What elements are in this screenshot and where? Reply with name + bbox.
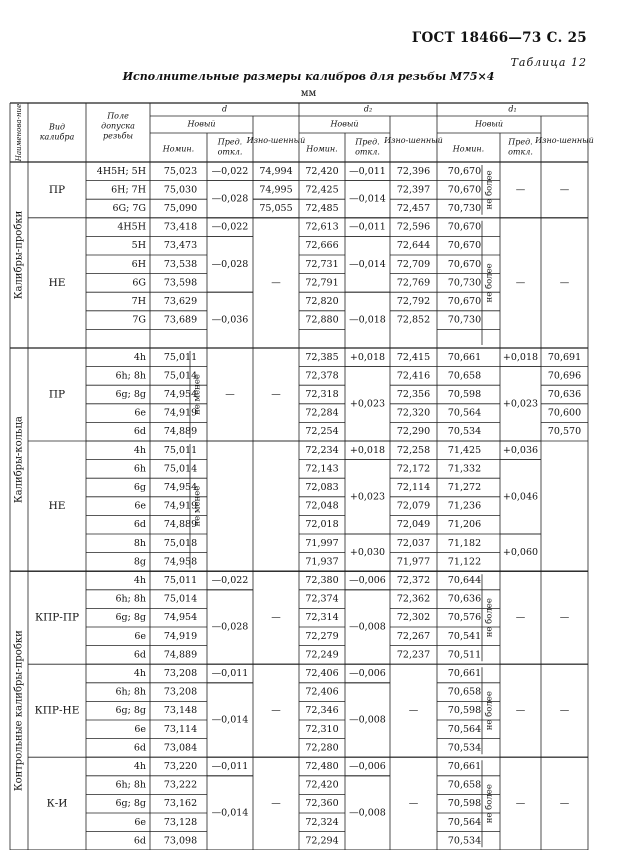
merged-d1-pred: — — [515, 184, 526, 196]
merged-d-pred: —0,014 — [211, 714, 249, 726]
d2-worn: 72,416 — [396, 370, 431, 382]
tolerance-field: 4h — [133, 761, 146, 772]
d-nominal: 73,220 — [163, 761, 198, 772]
gauge-kind: КПР-ПР — [34, 611, 80, 624]
d1-nominal: 70,661 — [447, 668, 482, 679]
merged-d2-pred: —0,014 — [349, 258, 386, 270]
header-pred-d: Пред. откл. — [217, 137, 243, 157]
d2-nominal: 72,284 — [305, 407, 339, 419]
tolerance-field: 5H — [131, 240, 146, 252]
header-nomin-d2: Номин. — [306, 144, 338, 154]
merged-d-izn: 74,995 — [259, 184, 293, 196]
d1-nominal: 70,598 — [447, 705, 482, 717]
merged-d2-pred: +0,023 — [349, 491, 386, 503]
d-nominal: 74,919 — [163, 500, 198, 512]
d2-nominal: 72,406 — [305, 668, 339, 679]
d2-nominal: 72,083 — [305, 482, 339, 493]
d-nominal: 73,162 — [163, 798, 198, 810]
d2-nominal: 72,420 — [305, 779, 339, 791]
d2-nominal: 72,324 — [305, 816, 339, 828]
d2-nominal: 72,613 — [305, 221, 339, 233]
d2-worn: 72,267 — [396, 630, 431, 642]
d1-nominal: 71,272 — [447, 482, 482, 493]
d2-nominal: 72,820 — [305, 296, 339, 307]
header-novyi-d: Новый — [187, 119, 216, 129]
merged-d2-izn: — — [408, 798, 419, 810]
d2-worn: 71,977 — [396, 556, 431, 568]
tolerance-field: 6H; 7H — [111, 184, 146, 196]
merged-d2-pred: +0,018 — [349, 351, 386, 363]
tolerance-field: 4h — [133, 668, 146, 679]
tolerance-field: 6h; 8h — [115, 370, 146, 382]
d-nominal: 75,018 — [163, 537, 198, 549]
d1-nominal: 70,730 — [447, 203, 482, 214]
ne-bolee-mark: не более — [484, 691, 495, 731]
header-group-d1: d₁ — [508, 104, 517, 114]
header-naimenovanie: Наименова-ние — [15, 103, 23, 162]
header-nomin-d1: Номин. — [452, 144, 485, 154]
d2-nominal: 72,018 — [305, 519, 339, 531]
d-nominal: 73,689 — [163, 314, 198, 326]
header-nomin-d: Номин. — [162, 144, 195, 154]
d-nominal: 73,208 — [163, 668, 198, 679]
d1-nominal: 70,730 — [447, 314, 482, 326]
d2-nominal: 72,380 — [305, 575, 339, 586]
tolerance-field: 6e — [134, 500, 146, 512]
header-pred-d1: Пред. откл. — [508, 137, 533, 157]
d2-worn: 72,769 — [396, 277, 431, 289]
d-nominal: 75,011 — [163, 351, 198, 363]
merged-d-pred: —0,022 — [211, 221, 249, 233]
d2-worn: 72,397 — [396, 184, 431, 196]
merged-d2-pred: +0,018 — [349, 444, 386, 456]
group-label: Калибры-пробки — [13, 210, 25, 300]
unit-label: мм — [300, 88, 317, 99]
d1-nominal: 70,661 — [447, 761, 482, 772]
d-nominal: 74,889 — [163, 519, 198, 531]
tolerance-field: 4h — [133, 444, 146, 456]
d-nominal: 74,954 — [163, 389, 198, 400]
header-novyi-d2: Новый — [330, 119, 359, 129]
tolerance-field: 6d — [133, 742, 146, 754]
header-pole-dopuska: Поле допуска резьбы — [101, 111, 135, 141]
merged-d2-pred: —0,011 — [349, 221, 386, 233]
d2-nominal: 72,143 — [305, 463, 339, 475]
d2-nominal: 72,318 — [305, 389, 339, 400]
d2-worn: 72,114 — [396, 482, 431, 493]
d2-nominal: 72,280 — [305, 742, 339, 754]
d2-worn: 72,237 — [396, 649, 431, 661]
d1-nominal: 70,670 — [447, 184, 482, 196]
d2-nominal: 71,937 — [305, 556, 339, 568]
d1-nominal: 70,670 — [447, 296, 482, 307]
d2-nominal: 72,480 — [305, 761, 339, 772]
d1-nominal: 70,534 — [447, 426, 482, 438]
header-novyi-d1: Новый — [474, 119, 504, 129]
tolerance-field: 4h — [133, 575, 146, 586]
merged-d2-pred: —0,006 — [349, 575, 386, 586]
merged-d1-izn: — — [559, 798, 570, 810]
ne-bolee-mark: не более — [484, 598, 495, 638]
d2-nominal: 72,346 — [305, 705, 339, 717]
merged-d1-izn: — — [559, 184, 570, 196]
d-nominal: 75,030 — [163, 184, 198, 196]
d1-nominal: 70,658 — [447, 370, 482, 382]
d-nominal: 75,014 — [163, 463, 198, 475]
d2-nominal: 72,880 — [305, 314, 339, 326]
merged-d-izn: — — [271, 389, 281, 400]
tolerance-field: 6h; 8h — [115, 779, 146, 791]
d1-worn: 70,691 — [547, 351, 582, 363]
d-nominal: 75,014 — [163, 593, 198, 605]
d1-nominal: 70,564 — [447, 723, 482, 735]
merged-d1-izn: — — [559, 705, 570, 717]
d-nominal: 74,954 — [163, 612, 198, 624]
d2-worn: 72,172 — [396, 463, 431, 475]
d-nominal: 74,889 — [163, 426, 198, 438]
d-nominal: 74,889 — [163, 649, 198, 661]
merged-d-pred: — — [225, 389, 235, 400]
d2-worn: 72,709 — [396, 258, 431, 270]
d1-nominal: 70,564 — [447, 407, 482, 419]
d2-nominal: 72,385 — [305, 351, 339, 363]
tolerance-field: 8h — [133, 537, 146, 549]
d-nominal: 73,629 — [163, 296, 198, 307]
d1-nominal: 70,576 — [447, 612, 482, 624]
d2-nominal: 72,294 — [305, 835, 339, 847]
d-nominal: 74,954 — [163, 482, 198, 493]
tolerance-field: 4H5H — [117, 221, 146, 233]
merged-d2-pred: +0,023 — [349, 398, 386, 410]
merged-d1-pred: +0,036 — [502, 444, 539, 456]
d-nominal: 73,598 — [163, 277, 198, 289]
tolerance-field: 6g; 8g — [115, 612, 146, 624]
tolerance-field: 4h — [133, 351, 146, 363]
d2-worn: 72,079 — [396, 500, 431, 512]
header-group-d: d — [221, 104, 228, 114]
d1-nominal: 70,511 — [447, 649, 482, 661]
d1-nominal: 70,598 — [447, 389, 482, 400]
d-nominal: 73,538 — [163, 258, 198, 270]
tolerance-field: 6g — [133, 482, 146, 493]
merged-d-pred: —0,022 — [211, 165, 249, 177]
merged-d1-pred: +0,018 — [502, 351, 539, 363]
d1-nominal: 70,658 — [447, 686, 482, 698]
d2-worn: 72,258 — [396, 444, 431, 456]
tolerance-field: 6d — [133, 835, 146, 847]
d-nominal: 75,011 — [163, 575, 198, 586]
merged-d-pred: —0,011 — [211, 668, 249, 679]
d1-nominal: 70,534 — [447, 835, 482, 847]
d-nominal: 74,919 — [163, 407, 198, 419]
gauge-kind: НЕ — [48, 276, 66, 289]
group-label: Контрольные калибры-пробки — [13, 630, 25, 792]
header-group-d2: d₂ — [363, 104, 373, 114]
d-nominal: 75,011 — [163, 444, 198, 456]
gauge-kind: НЕ — [48, 500, 66, 513]
tolerance-field: 6d — [133, 519, 146, 531]
d2-worn: 72,792 — [396, 296, 431, 307]
merged-d2-pred: —0,008 — [349, 714, 386, 726]
gauge-kind: ПР — [48, 388, 66, 401]
ne-bolee-mark: не более — [484, 263, 495, 303]
d2-worn: 72,852 — [396, 314, 431, 326]
d1-nominal: 70,644 — [447, 575, 482, 586]
d1-nominal: 70,636 — [447, 593, 482, 605]
tolerance-field: 6h; 8h — [115, 593, 146, 605]
merged-d-pred: —0,028 — [211, 193, 249, 205]
d-nominal: 75,023 — [163, 165, 198, 177]
tolerance-field: 6e — [134, 407, 146, 419]
gauge-kind: К-И — [46, 797, 68, 810]
d2-worn: 72,290 — [396, 426, 431, 438]
ne-bolee-mark: не более — [484, 170, 495, 210]
d1-nominal: 70,564 — [447, 816, 482, 828]
tolerance-field: 7G — [132, 314, 146, 326]
merged-d-pred: —0,036 — [211, 314, 249, 326]
d2-nominal: 72,360 — [305, 798, 339, 810]
merged-d1-pred: — — [515, 798, 526, 810]
d-nominal: 75,014 — [163, 370, 198, 382]
d1-nominal: 70,670 — [447, 221, 482, 233]
d2-nominal: 72,731 — [305, 258, 339, 270]
d2-nominal: 72,485 — [305, 203, 339, 214]
d2-nominal: 72,791 — [305, 277, 339, 289]
header-iznos-d1: Изно-шенный — [535, 136, 594, 145]
d2-nominal: 72,254 — [305, 426, 339, 438]
merged-d-pred: —0,011 — [211, 761, 249, 772]
tolerance-field: 6e — [134, 723, 146, 735]
gauge-kind: КПР-НЕ — [34, 704, 80, 717]
merged-d2-izn: — — [408, 705, 419, 717]
d1-nominal: 70,598 — [447, 798, 482, 810]
merged-d-izn: 74,994 — [259, 165, 293, 177]
tolerance-field: 4H5H; 5H — [96, 165, 146, 177]
merged-d1-pred: — — [515, 705, 526, 717]
d2-nominal: 72,420 — [305, 165, 339, 177]
d2-worn: 72,372 — [396, 575, 431, 586]
d2-worn: 72,457 — [396, 203, 431, 214]
d2-worn: 72,037 — [396, 537, 431, 549]
d1-nominal: 71,425 — [447, 444, 482, 456]
merged-d2-pred: +0,030 — [349, 547, 386, 559]
merged-d-izn: — — [271, 277, 281, 289]
tolerance-field: 6H — [131, 258, 146, 270]
tolerance-field: 8g — [133, 556, 146, 568]
merged-d1-pred: — — [515, 277, 526, 289]
merged-d2-pred: —0,006 — [349, 668, 386, 679]
d-nominal: 74,958 — [163, 556, 198, 568]
d1-nominal: 71,182 — [447, 537, 482, 549]
d-nominal: 73,084 — [163, 742, 198, 754]
tolerance-field: 6d — [133, 426, 146, 438]
merged-d2-pred: —0,014 — [349, 193, 386, 205]
d-nominal: 75,090 — [163, 203, 198, 214]
d1-nominal: 70,730 — [447, 277, 482, 289]
merged-d-izn: — — [271, 798, 281, 810]
d1-nominal: 71,206 — [447, 519, 482, 531]
d2-nominal: 72,378 — [305, 370, 339, 382]
tolerance-field: 6e — [134, 816, 146, 828]
d2-worn: 72,049 — [396, 519, 431, 531]
d1-nominal: 71,236 — [447, 500, 482, 512]
d1-worn: 70,636 — [547, 389, 582, 400]
d2-worn: 72,302 — [396, 612, 431, 624]
gauge-kind: ПР — [48, 183, 66, 196]
d2-nominal: 72,374 — [305, 593, 339, 605]
d2-worn: 72,396 — [396, 165, 431, 177]
d2-nominal: 72,666 — [305, 240, 339, 252]
d-nominal: 73,208 — [163, 686, 198, 698]
d-nominal: 73,148 — [163, 705, 198, 717]
d2-nominal: 72,279 — [305, 630, 339, 642]
d2-worn: 72,362 — [396, 593, 431, 605]
header-vid-kalibra: Вид калибра — [39, 122, 75, 142]
d2-worn: 72,644 — [396, 240, 431, 252]
d1-nominal: 70,534 — [447, 742, 482, 754]
d-nominal: 73,418 — [163, 221, 198, 233]
tolerance-field: 7H — [131, 296, 146, 307]
tolerance-field: 6g; 8g — [115, 389, 146, 400]
merged-d1-pred: — — [515, 612, 526, 624]
merged-d-pred: —0,028 — [211, 621, 249, 633]
tolerance-field: 6e — [134, 630, 146, 642]
d1-nominal: 70,541 — [447, 630, 482, 642]
group-label: Калибры-кольца — [13, 416, 25, 504]
merged-d-pred: —0,028 — [211, 258, 249, 270]
d-nominal: 73,098 — [163, 835, 198, 847]
d2-nominal: 71,997 — [305, 537, 339, 549]
d2-nominal: 72,310 — [305, 723, 339, 735]
d2-worn: 72,320 — [396, 407, 431, 419]
tolerance-field: 6g; 8g — [115, 705, 146, 717]
d1-nominal: 70,670 — [447, 240, 482, 252]
standard-number: ГОСТ 18466—73 С. 25 — [411, 30, 587, 46]
header-pred-d2: Пред. откл. — [355, 137, 380, 157]
d1-worn: 70,600 — [547, 407, 582, 419]
table-label: Таблица 12 — [510, 56, 587, 69]
merged-d-izn: — — [271, 705, 281, 717]
d1-worn: 70,570 — [547, 426, 582, 438]
merged-d2-pred: —0,008 — [349, 807, 386, 819]
ne-bolee-mark: не более — [484, 784, 495, 824]
tolerance-field: 6h; 8h — [115, 686, 146, 698]
d2-worn: 72,415 — [396, 351, 431, 363]
d1-worn: 70,696 — [547, 370, 582, 382]
d-nominal: 74,919 — [163, 630, 198, 642]
tolerance-field: 6g; 8g — [115, 798, 146, 810]
merged-d1-pred: +0,060 — [502, 547, 539, 559]
merged-d2-pred: —0,008 — [349, 621, 386, 633]
d-nominal: 73,128 — [163, 816, 198, 828]
ne-menee-mark: не менее — [192, 374, 203, 415]
d2-nominal: 72,048 — [305, 500, 339, 512]
d1-nominal: 70,670 — [447, 258, 482, 270]
merged-d1-pred: +0,046 — [502, 491, 539, 503]
d-nominal: 73,473 — [163, 240, 198, 252]
tolerance-field: 6d — [133, 649, 146, 661]
d-nominal: 73,114 — [163, 723, 198, 735]
d1-nominal: 70,661 — [447, 351, 482, 363]
merged-d1-izn: — — [559, 277, 570, 289]
d1-nominal: 71,332 — [447, 463, 482, 475]
d2-nominal: 72,406 — [305, 686, 339, 698]
table-title: Исполнительные размеры калибров для резьбы М75×4 — [122, 70, 495, 83]
merged-d2-pred: —0,006 — [349, 761, 386, 772]
merged-d1-pred: +0,023 — [502, 398, 539, 410]
merged-d-izn: — — [271, 612, 281, 624]
header-iznos-d2: Изно-шенный — [384, 136, 443, 145]
d1-nominal: 70,658 — [447, 779, 482, 791]
d2-nominal: 72,234 — [305, 444, 339, 456]
tolerance-field: 6G; 7G — [112, 203, 146, 214]
merged-d1-izn: — — [559, 612, 570, 624]
tolerance-field: 6G — [132, 277, 146, 289]
d-nominal: 73,222 — [163, 779, 198, 791]
merged-d2-pred: —0,018 — [349, 314, 386, 326]
d2-nominal: 72,249 — [305, 649, 339, 661]
merged-d-izn: 75,055 — [259, 203, 293, 214]
d1-nominal: 71,122 — [447, 556, 482, 568]
merged-d-pred: —0,014 — [211, 807, 249, 819]
d1-nominal: 70,670 — [447, 165, 482, 177]
ne-menee-mark: не менее — [192, 485, 203, 527]
d2-worn: 72,356 — [396, 389, 431, 400]
d2-nominal: 72,314 — [305, 612, 339, 624]
d2-nominal: 72,425 — [305, 184, 339, 196]
header-iznos-d: Изно-шенный — [246, 136, 306, 145]
d2-worn: 72,596 — [396, 221, 431, 233]
tolerance-field: 6h — [133, 463, 146, 475]
merged-d-pred: —0,022 — [211, 575, 249, 586]
merged-d2-pred: —0,011 — [349, 165, 386, 177]
